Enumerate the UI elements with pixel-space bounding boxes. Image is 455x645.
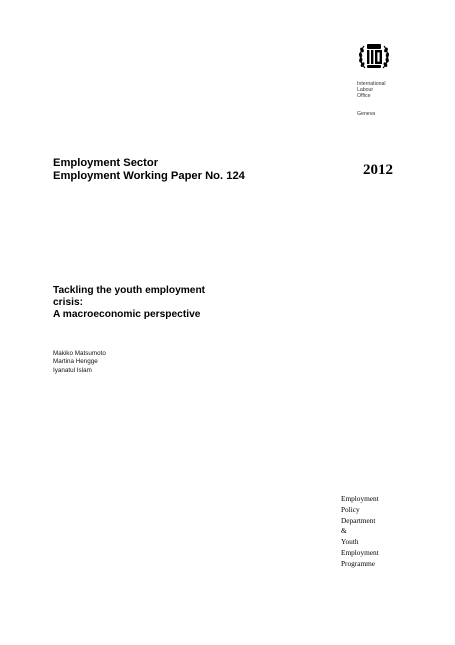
paper-title [53,285,253,321]
department-line: Employment [341,494,379,503]
organization-line: Labour [357,87,374,94]
title-line-2: crisis: [53,297,84,308]
department-line: Programme [341,558,376,568]
organization-location: Geneva [357,111,376,117]
department-line: & [341,526,347,536]
author-list [53,350,106,375]
series-line-2: Employment Working Paper No. 124 [53,170,245,182]
department-line: Department [341,515,376,525]
department-line: Youth [341,537,359,547]
series-heading [53,157,245,183]
author-name: Martina Hengge [53,358,98,366]
title-line-1: Tackling the youth employment [53,285,206,296]
series-line-1: Employment Sector [53,157,159,169]
ilo-emblem-icon [356,38,392,74]
department-line: Policy [341,504,360,514]
department-line: Employment [341,547,379,557]
organization-line: International [357,81,386,87]
publication-year: 2012 [363,162,393,178]
organization-name [357,81,386,100]
author-name: Makiko Matsumoto [53,350,106,357]
department-block [341,494,379,570]
author-name: Iyanatul Islam [53,366,92,374]
organization-line: Office [357,93,371,100]
title-line-3: A macroeconomic perspective [53,309,201,320]
